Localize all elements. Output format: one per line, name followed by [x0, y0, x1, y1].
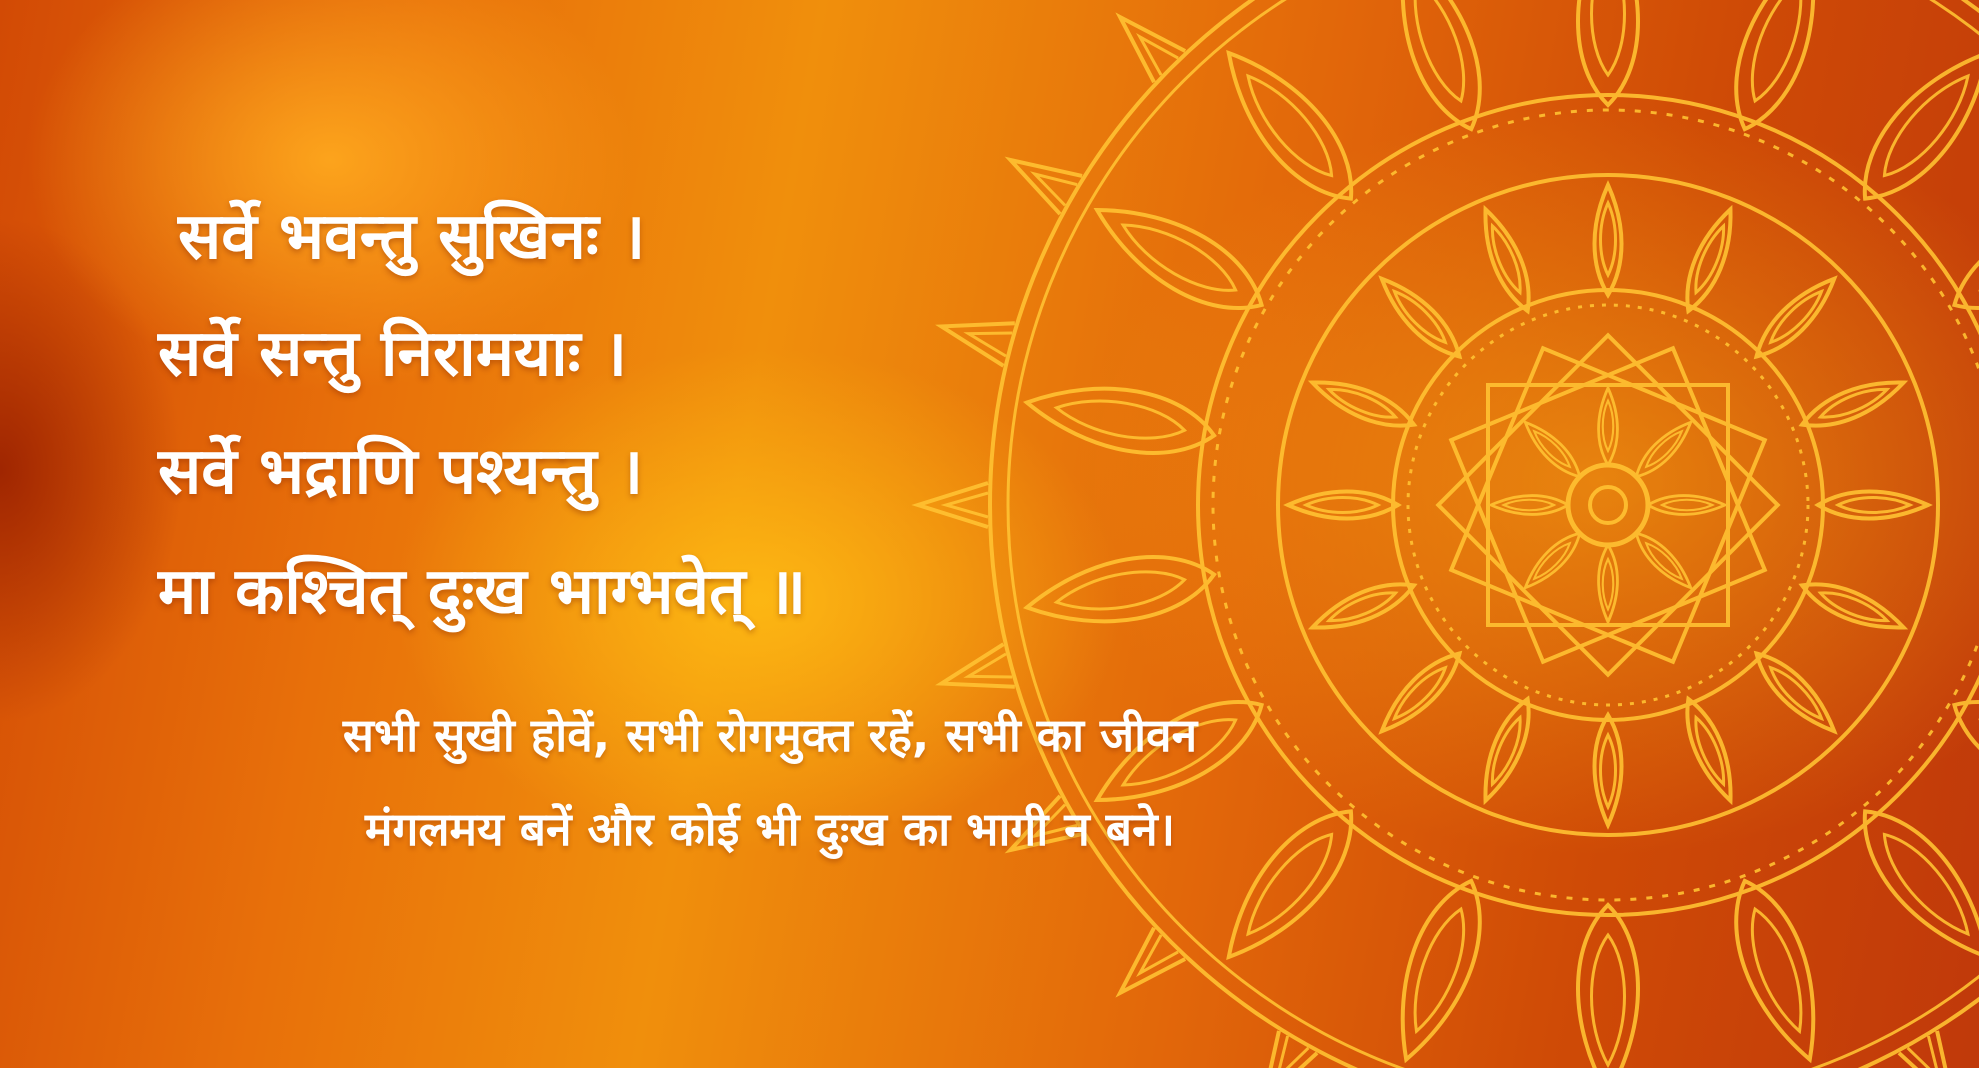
shloka-line-1: सर्वे भवन्तु सुखिनः ।	[178, 200, 646, 274]
translation-line-1: सभी सुखी होवें, सभी रोगमुक्त रहें, सभी का जीवन	[342, 708, 1198, 762]
shloka-line-3: सर्वे भद्राणि पश्यन्तु ।	[158, 435, 644, 509]
shloka-line-2: सर्वे सन्तु निरामयाः ।	[158, 317, 628, 391]
shloka-line-4: मा कश्चित् दुःख भाग्भवेत् ॥	[158, 555, 807, 629]
translation-line-2: मंगलमय बनें और कोई भी दुःख का भागी न बने।	[364, 802, 1176, 856]
